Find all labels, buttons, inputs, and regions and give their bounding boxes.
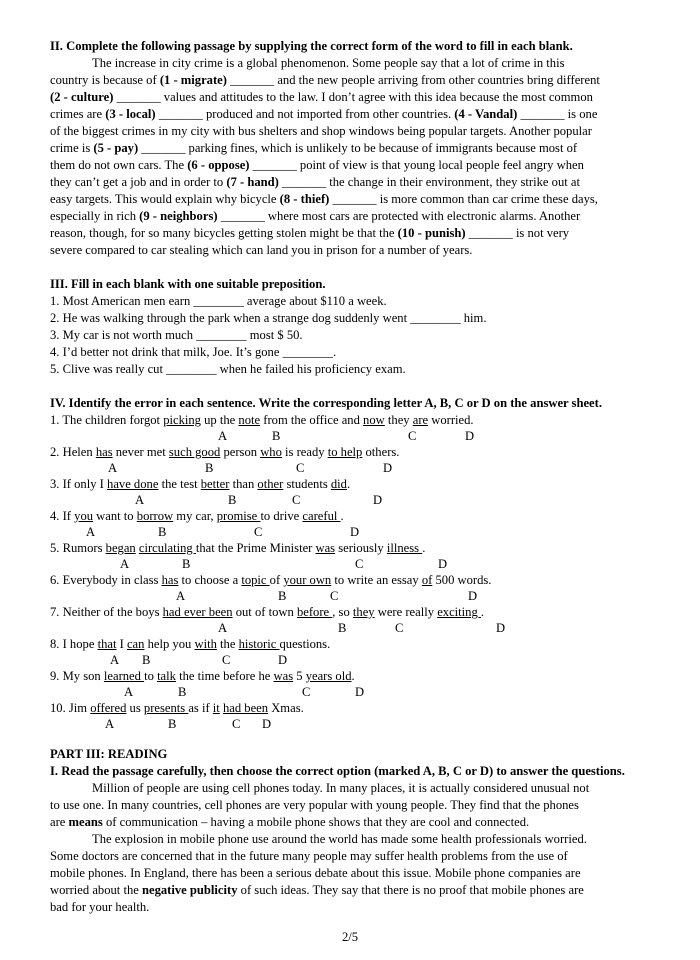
option-letters: A B C D	[218, 429, 475, 443]
error-sentence-5: 5. Rumors began circulating that the Prime Minister was seriously illness .	[50, 541, 426, 555]
passage-line: The increase in city crime is a global phenomenon. Some people say that a lot of crime in this	[92, 56, 565, 70]
passage-line: country is because of (1 - migrate) _______ and the new people arriving from other countries bring different	[50, 73, 600, 87]
keyword-negative-publicity: negative publicity	[141, 883, 238, 897]
reading-line: The explosion in mobile phone use around the world has made some health professionals worried.	[92, 832, 587, 846]
error-sentence-10: 10. Jim offered us presents as if it had been Xmas.	[50, 701, 304, 715]
option-letters: A B C D	[124, 685, 365, 699]
page-number: 2/5	[341, 930, 359, 944]
passage-line: easy targets. This would explain why bicycle (8 - thief) _______ is more common than car crime these days,	[50, 192, 598, 206]
option-letters: A B C D	[218, 621, 506, 635]
reading-line: Some doctors are concerned that in the future many people may suffer health problems from the use of	[50, 849, 568, 863]
error-sentence-8: 8. I hope that I can help you with the historic questions.	[50, 637, 331, 651]
word-cue-7: (7 - hand)	[226, 175, 279, 189]
error-sentence-1: 1. The children forgot picking up the note from the office and now they are worried.	[50, 413, 474, 427]
error-sentence-9: 9. My son learned to talk the time before he was 5 years old.	[50, 669, 355, 683]
preposition-item: 4. I’d better not drink that milk, Joe. It’s gone ________.	[50, 345, 337, 359]
error-sentence-7: 7. Neither of the boys had ever been out of town before , so they were really exciting .	[50, 605, 485, 619]
passage-line: reason, though, for so many bicycles getting stolen might be that the (10 - punish) _______ is not very	[50, 226, 570, 240]
passage-line: crime is (5 - pay) _______ parking fines, which is unlikely to be because of immigrants because most of	[50, 141, 578, 155]
option-letters: A B C D	[120, 557, 448, 571]
reading-line: bad for your health.	[50, 900, 150, 914]
option-letters: A B C D	[105, 717, 272, 731]
reading-line: Million of people are using cell phones today. In many places, it is actually considered unusual not	[92, 781, 590, 795]
word-cue-9: (9 - neighbors)	[139, 209, 218, 223]
passage-line: crimes are (3 - local) _______ produced and not imported from other countries. (4 - Vandal) _______ is one	[50, 107, 598, 121]
passage-line: they can’t get a job and in order to (7 - hand) _______ the change in their environment, they strike out at	[50, 175, 580, 189]
passage-line: (2 - culture) _______ values and attitudes to the law. I don’t agree with this idea because the most common	[50, 90, 593, 104]
option-letters: A B C D	[108, 461, 393, 475]
word-cue-8: (8 - thief)	[279, 192, 330, 206]
error-sentence-4: 4. If you want to borrow my car, promise to drive careful .	[50, 509, 344, 523]
section-2-passage	[50, 55, 660, 259]
section-3-title: III. Fill in each blank with one suitable preposition.	[50, 277, 326, 291]
option-letters: A B C D	[86, 525, 360, 539]
passage-line: of the biggest crimes in my city with bus shelters and shop windows being popular targets. Another popular	[50, 124, 592, 138]
preposition-item: 2. He was walking through the park when a strange dog suddenly went ________ him.	[50, 311, 487, 325]
preposition-item: 3. My car is not worth much ________ most $ 50.	[50, 328, 303, 342]
word-cue-2: (2 - culture)	[50, 90, 114, 104]
option-letters: A B C D	[110, 653, 288, 667]
preposition-item: 1. Most American men earn ________ average about $110 a week.	[50, 294, 387, 308]
word-cue-10: (10 - punish)	[397, 226, 466, 240]
word-cue-1: (1 - migrate)	[159, 73, 227, 87]
section-4-title: IV. Identify the error in each sentence. Write the corresponding letter A, B, C or D on the answer sheet.	[50, 396, 602, 410]
reading-instructions: I. Read the passage carefully, then choose the correct option (marked A, B, C or D) to answer the questions.	[50, 764, 625, 778]
option-letters: A B C D	[135, 493, 383, 507]
section-2-title: II. Complete the following passage by supplying the correct form of the word to fill in each blank.	[50, 39, 573, 53]
part-3-title: PART III: READING	[50, 747, 168, 761]
document-page	[50, 38, 660, 916]
reading-line: to use one. In many countries, cell phones are very popular with young people. They find that the phones	[50, 798, 579, 812]
reading-line: worried about the negative publicity of such ideas. They say that there is no proof that mobile phones are	[50, 883, 584, 897]
error-sentence-2: 2. Helen has never met such good person who is ready to help others.	[50, 445, 400, 459]
word-cue-3: (3 - local)	[105, 107, 156, 121]
passage-line: severe compared to car stealing which can land you in prison for a number of years.	[50, 243, 473, 257]
preposition-item: 5. Clive was really cut ________ when he failed his proficiency exam.	[50, 362, 406, 376]
error-sentence-6: 6. Everybody in class has to choose a topic of your own to write an essay of 500 words.	[50, 573, 492, 587]
option-letters: A B C D	[176, 589, 478, 603]
passage-line: them do not own cars. The (6 - oppose) _______ point of view is that young local people feel angry when	[50, 158, 584, 172]
reading-line: are means of communication – having a mobile phone shows that they are cool and connected.	[50, 815, 530, 829]
word-cue-4: (4 - Vandal)	[454, 107, 518, 121]
error-sentence-3: 3. If only I have done the test better than other students did.	[50, 477, 351, 491]
passage-line: especially in rich (9 - neighbors) _______ where most cars are protected with electronic alarms. Another	[50, 209, 581, 223]
reading-line: mobile phones. In England, there has been a serious debate about this issue. Mobile phone companies are	[50, 866, 581, 880]
word-cue-6: (6 - oppose)	[187, 158, 250, 172]
word-cue-5: (5 - pay)	[93, 141, 139, 155]
keyword-means: means	[68, 815, 103, 829]
